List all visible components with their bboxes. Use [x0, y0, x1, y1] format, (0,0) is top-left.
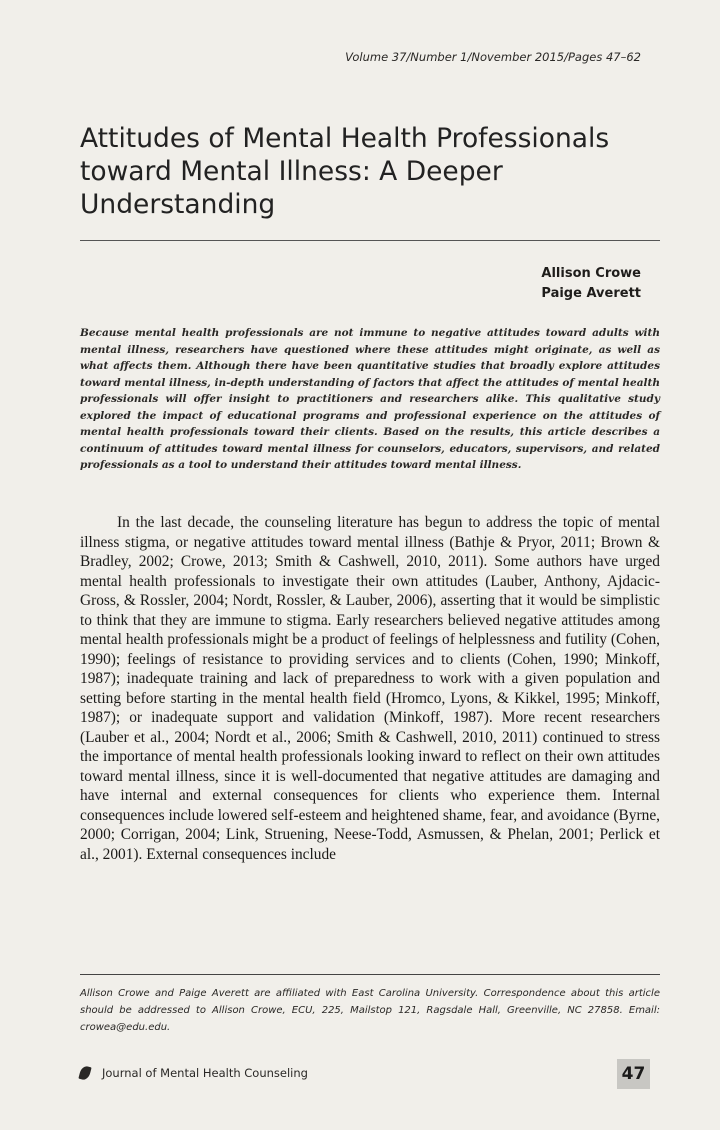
footnote-divider [80, 974, 660, 975]
journal-footer [80, 1066, 308, 1080]
journal-citation: Volume 37/Number 1/November 2015/Pages 47–62 [345, 50, 641, 64]
author-list [541, 264, 641, 304]
body-paragraph: In the last decade, the counseling literature has begun to address the topic of mental illness stigma, or negative attitudes toward mental illness (Bathje & Pryor, 2011; Brown & Bradley, 2002; Crowe, 2013; Smith & Cashwell, 2010, 2011). Some authors have urged mental health professionals to investigate their own attitudes (Lauber, Anthony, Ajdacic-Gross, & Rossler, 2004; Nordt, Rossler, & Lauber, 2006), asserting that it would be simplistic to think that they are immune to stigma. Early researchers believed negative attitudes among mental health professionals might be a product of feelings of helplessness and futility (Cohen, 1990); feelings of resistance to providing services and to clients (Cohen, 1990; Minkoff, 1987); inadequate training and lack of preparedness to work with a given population and setting before starting in the mental health field (Hromco, Lyons, & Kikkel, 1995; Minkoff, 1987); or inadequate support and validation (Minkoff, 1987). More recent researchers (Lauber et al., 2004; Nordt et al., 2006; Smith & Cashwell, 2010, 2011) continued to stress the importance of mental health professionals looking inward to reflect on their own attitudes toward mental illness, since it is well-documented that negative attitudes are damaging and have internal and external consequences for clients who experience them. Internal consequences include lowered self-esteem and heightened shame, fear, and avoidance (Byrne, 2000; Corrigan, 2004; Link, Struening, Neese-Todd, Asmussen, & Phelan, 2001; Perlick et al., 2001). External consequences include [80, 514, 660, 863]
article-abstract: Because mental health professionals are not immune to negative attitudes toward adults with mental illness, researchers have questioned where these attitudes might originate, as well as what affects them. Although there have been quantitative studies that broadly explore attitudes toward mental illness, in-depth understanding of factors that affect the attitudes of mental health professionals will offer insight to practitioners and researchers alike. This qualitative study explored the impact of educational programs and professional experience on the attitudes of mental health professionals toward their clients. Based on the results, this article describes a continuum of attitudes toward mental illness for counselors, educators, supervisors, and related professionals as a tool to understand their attitudes toward mental illness. [80, 327, 660, 471]
title-divider [80, 240, 660, 241]
article-title: Attitudes of Mental Health Professionals toward Mental Illness: A Deeper Understanding [80, 123, 610, 220]
page-number: 47 [617, 1059, 650, 1089]
author-name: Allison Crowe [541, 266, 641, 281]
author-affiliation-footnote: Allison Crowe and Paige Averett are affiliated with East Carolina University. Correspondence about this article should be addressed to Allison Crowe, ECU, 225, Mailstop 121, Ragsdale Hall, Greenville, NC 27858. Email: crowea@edu.edu. [80, 988, 660, 1033]
journal-name: Journal of Mental Health Counseling [102, 1066, 308, 1080]
leaf-icon [78, 1065, 91, 1081]
author-name: Paige Averett [541, 286, 641, 301]
